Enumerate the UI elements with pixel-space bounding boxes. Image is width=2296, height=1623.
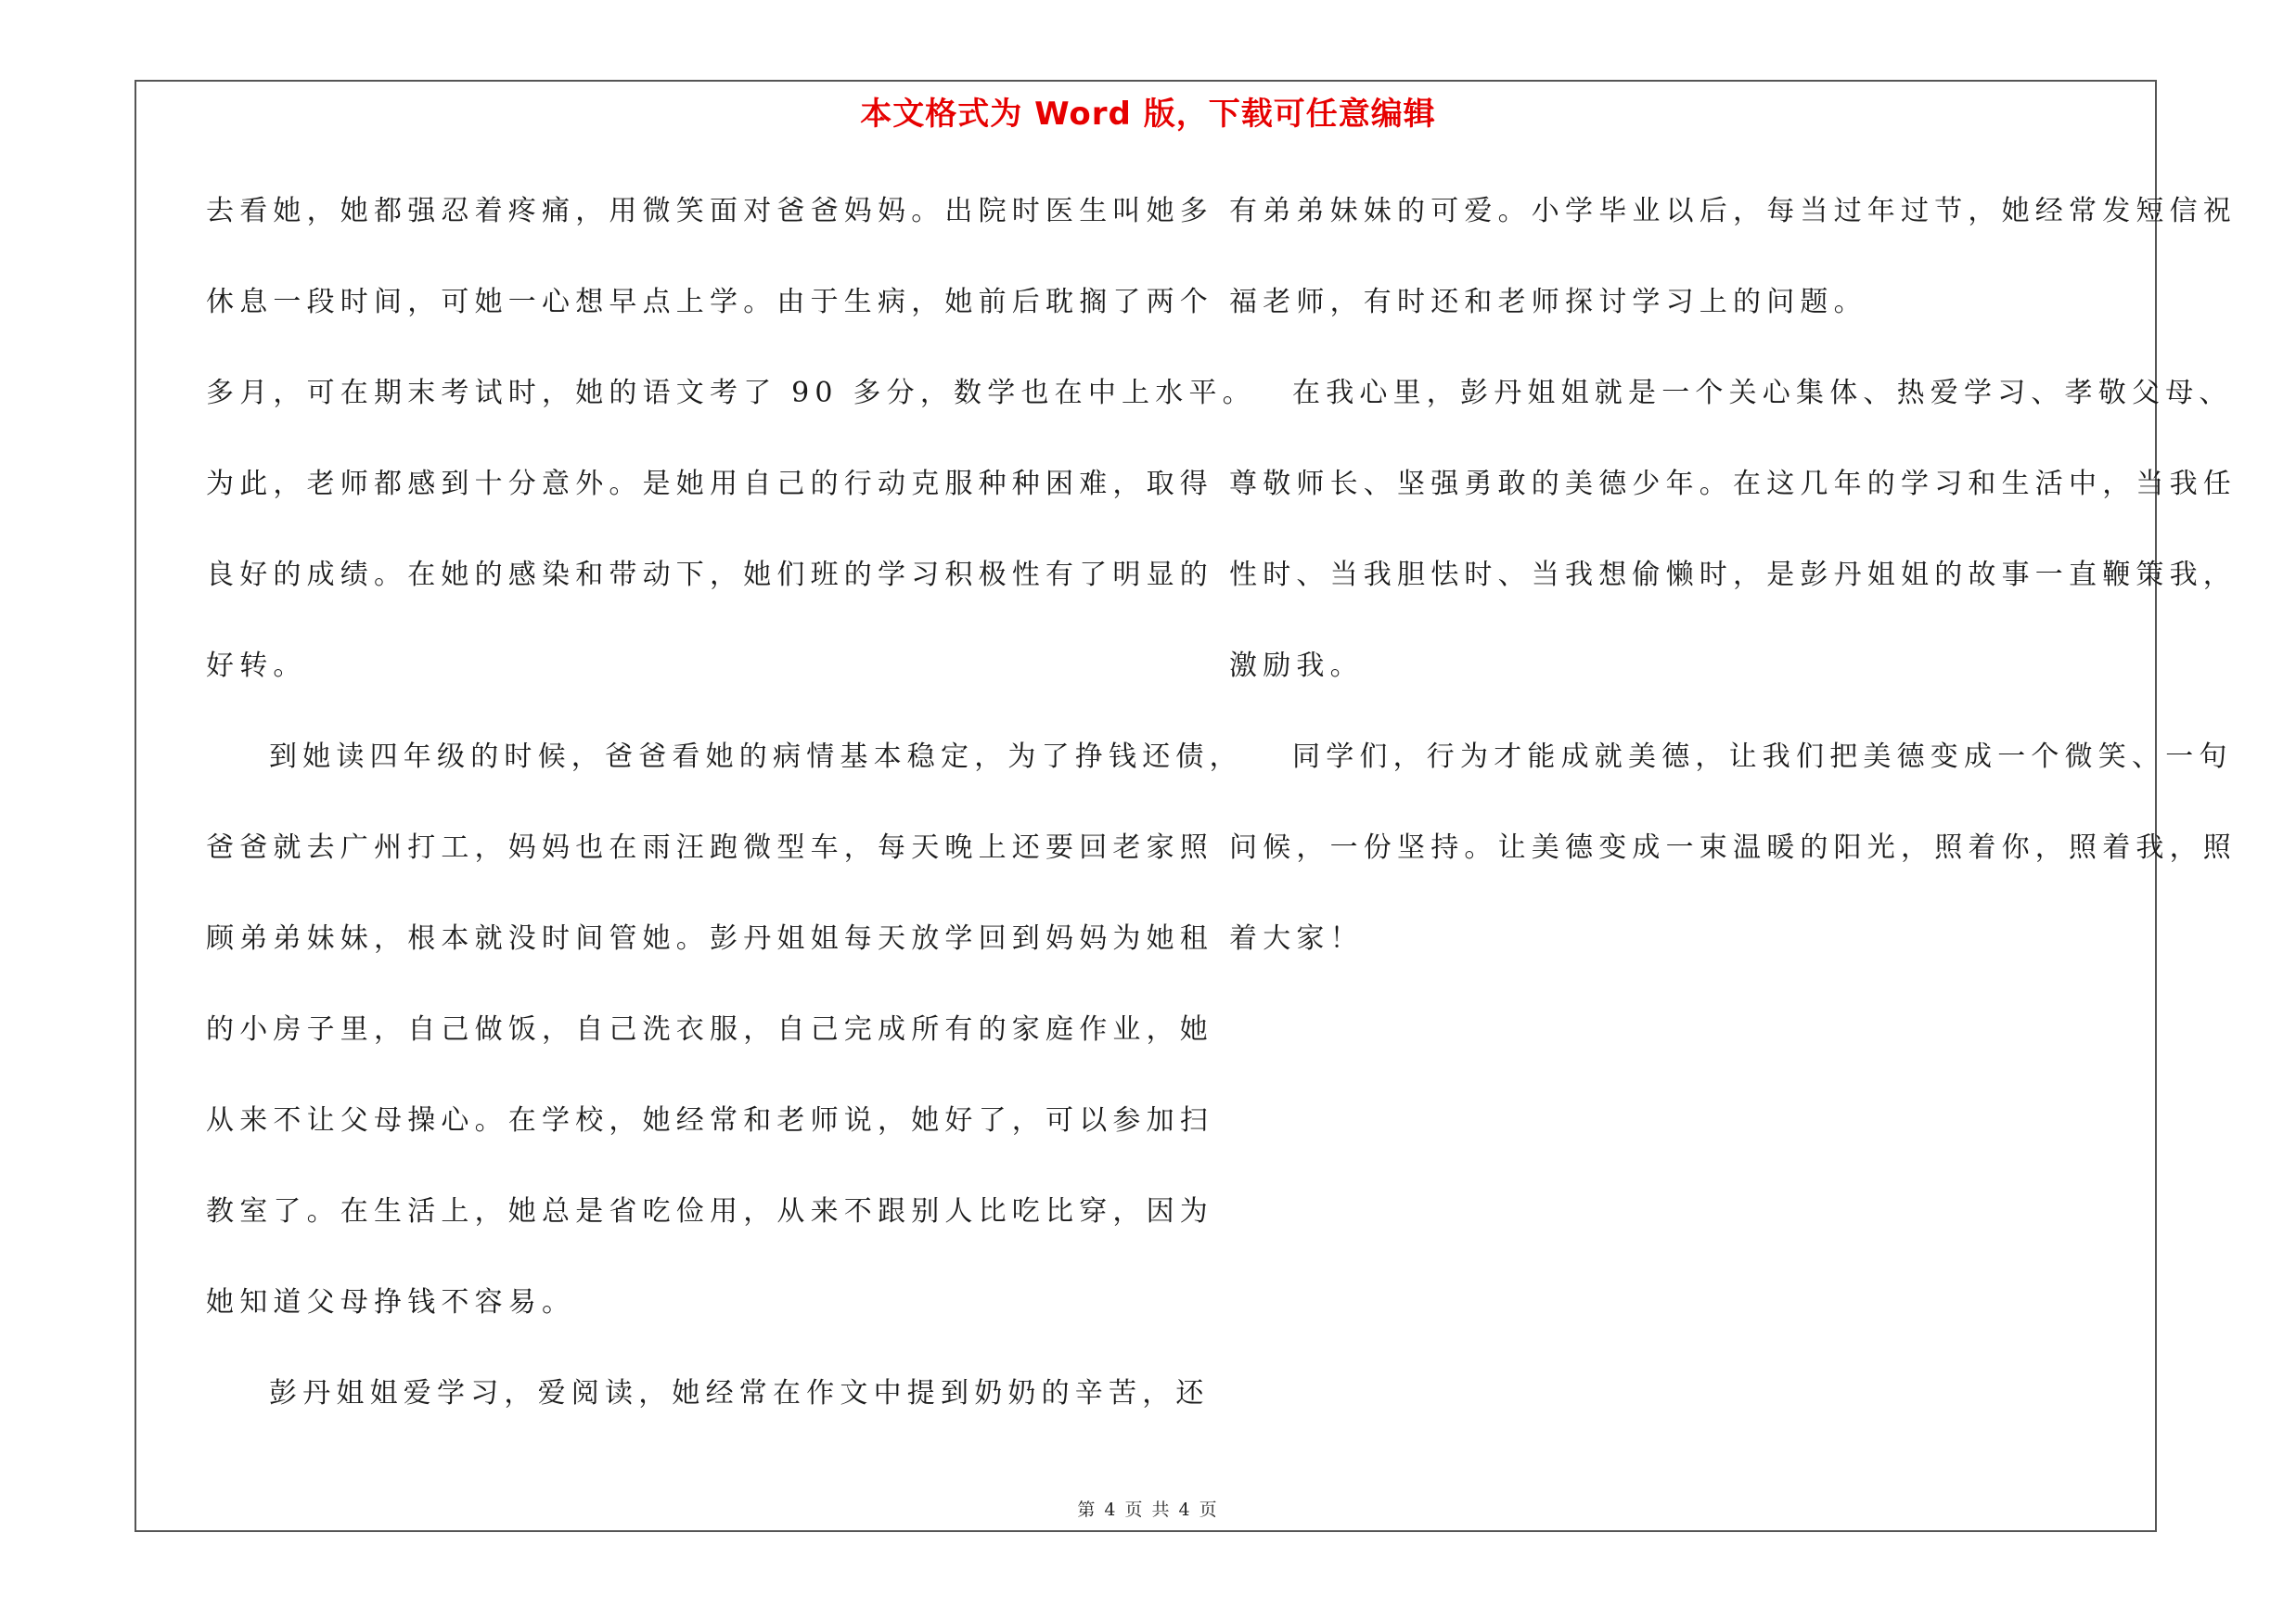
paragraph [206,1366,1210,1457]
text-line: 她知道父母挣钱不容易。 [206,1286,576,1319]
text-line: 在我心里，彭丹姐姐就是一个关心集体、热爱学习、孝敬父母、 [1292,377,2233,409]
editable-format-banner: 本文格式为 Word 版，下载可任意编辑 [860,96,1436,133]
text-line: 着大家！ [1229,922,1364,955]
paragraph [1229,729,2237,1002]
text-line: 彭丹姐姐爱学习，爱阅读，她经常在作文中提到奶奶的辛苦，还 [269,1377,1210,1410]
text-line: 去看她，她都强忍着疼痛，用微笑面对爸爸妈妈。出院时医生叫她多 [206,195,1213,227]
text-line: 从来不让父母操心。在学校，她经常和老师说，她好了，可以参加扫 [206,1104,1213,1137]
text-line: 到她读四年级的时候，爸爸看她的病情基本稳定，为了挣钱还债， [269,741,1243,773]
text-line: 有弟弟妹妹的可爱。小学毕业以后，每当过年过节，她经常发短信祝 [1229,195,2237,227]
text-line: 的小房子里，自己做饭，自己洗衣服，自己完成所有的家庭作业，她 [206,1013,1213,1046]
paragraph [206,729,1243,1366]
text-line: 顾弟弟妹妹，根本就没时间管她。彭丹姐姐每天放学回到妈妈为她租 [206,922,1213,955]
text-line: 多月，可在期末考试时，她的语文考了 90 多分，数学也在中上水平。 [206,377,1256,409]
left-column [206,184,1256,1457]
paragraph [206,184,1256,729]
right-column [1229,184,2237,1002]
text-line: 爸爸就去广州打工，妈妈也在雨汪跑微型车，每天晚上还要回老家照 [206,831,1213,864]
text-line: 休息一段时间，可她一心想早点上学。由于生病，她前后耽搁了两个 [206,286,1213,318]
text-line: 尊敬师长、坚强勇敢的美德少年。在这几年的学习和生活中，当我任 [1229,468,2237,500]
text-line: 问候，一份坚持。让美德变成一束温暖的阳光，照着你，照着我，照 [1229,831,2237,864]
text-line: 良好的成绩。在她的感染和带动下，她们班的学习积极性有了明显的 [206,559,1213,591]
text-line: 同学们，行为才能成就美德，让我们把美德变成一个微笑、一句 [1292,741,2233,773]
text-line: 为此，老师都感到十分意外。是她用自己的行动克服种种困难，取得 [206,468,1213,500]
text-line: 教室了。在生活上，她总是省吃俭用，从来不跟别人比吃比穿，因为 [206,1195,1213,1228]
text-line: 性时、当我胆怯时、当我想偷懒时，是彭丹姐姐的故事一直鞭策我， [1229,559,2237,591]
text-line: 激励我。 [1229,650,1364,682]
text-line: 好转。 [206,650,307,682]
text-line: 福老师，有时还和老师探讨学习上的问题。 [1229,286,1867,318]
paragraph [1229,184,2237,366]
page-number-footer: 第 4 页 共 4 页 [1077,1500,1219,1520]
paragraph [1229,366,2237,729]
